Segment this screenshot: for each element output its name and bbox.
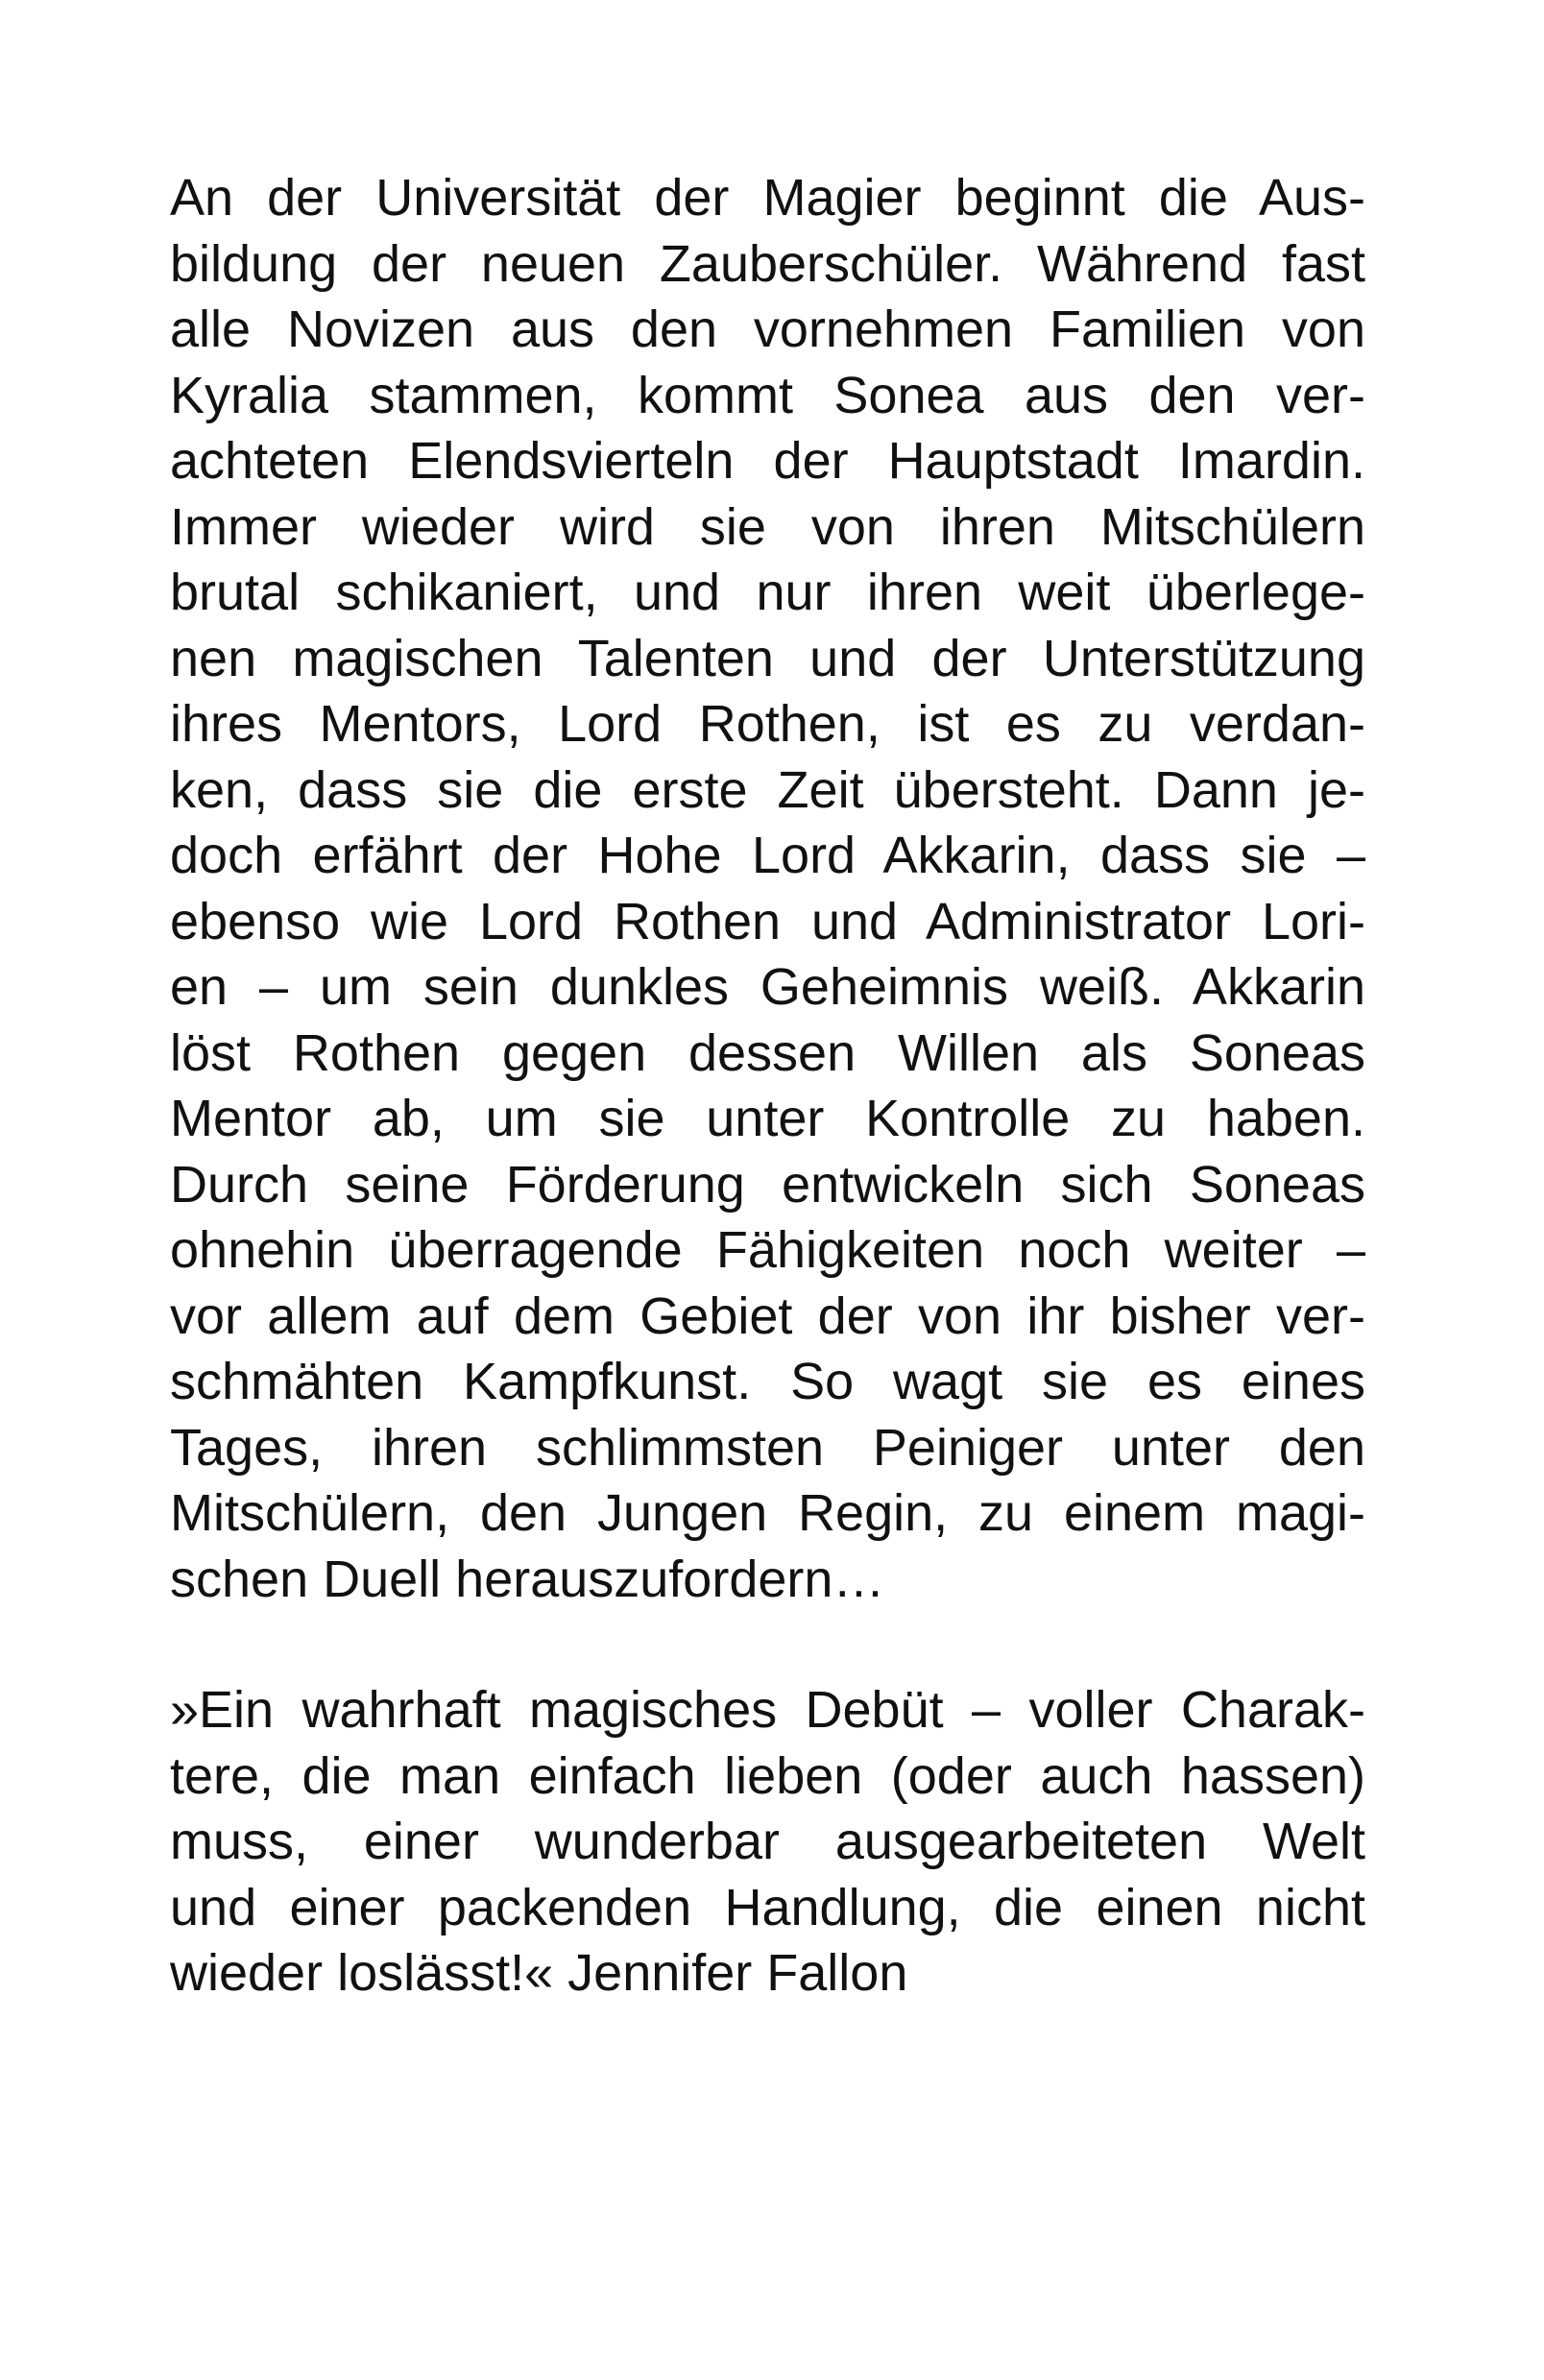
paragraph-spacer (170, 1612, 1365, 1677)
blurb-line: achteten Elendsvierteln der Hauptstadt Imardin. (170, 432, 1365, 490)
blurb-paragraph (170, 165, 1365, 1612)
blurb-line: schen Duell herauszufordern… (170, 1550, 885, 1608)
blurb-line: en – um sein dunkles Geheimnis weiß. Akkarin (170, 958, 1365, 1016)
quote-line: muss, einer wunderbar ausgearbeiteten Welt (170, 1813, 1365, 1870)
blurb-line: An der Universität der Magier beginnt die Aus- (170, 169, 1365, 227)
blurb-line: ohnehin überragende Fähigkeiten noch weiter – (170, 1221, 1365, 1279)
quote-line: wieder loslässt!« Jennifer Fallon (170, 1944, 908, 2002)
blurb-line: doch erfährt der Hohe Lord Akkarin, dass sie – (170, 827, 1365, 884)
blurb-line: löst Rothen gegen dessen Willen als Soneas (170, 1023, 1365, 1082)
blurb-line: bildung der neuen Zauberschüler. Während fast (170, 234, 1365, 293)
blurb-line: alle Novizen aus den vornehmen Familien von (170, 301, 1365, 358)
blurb-line: Mitschülern, den Jungen Regin, zu einem magi- (170, 1484, 1365, 1542)
quote-line: und einer packenden Handlung, die einen nicht (170, 1878, 1365, 1936)
blurb-line: Immer wieder wird sie von ihren Mitschülern (170, 497, 1365, 556)
blurb-line: Mentor ab, um sie unter Kontrolle zu haben. (170, 1090, 1365, 1147)
blurb-line: Kyralia stammen, kommt Sonea aus den ver- (170, 366, 1365, 424)
blurb-line: vor allem auf dem Gebiet der von ihr bisher ver- (170, 1286, 1365, 1345)
blurb-line: ken, dass sie die erste Zeit übersteht. Dann je- (170, 760, 1365, 819)
quote-paragraph (170, 1677, 1365, 2007)
blurb-line: ebenso wie Lord Rothen und Administrator Lori- (170, 892, 1365, 950)
back-cover-text (170, 165, 1365, 2007)
quote-line: tere, die man einfach lieben (oder auch hassen) (170, 1746, 1365, 1805)
blurb-line: schmähten Kampfkunst. So wagt sie es eines (170, 1353, 1365, 1410)
quote-line: »Ein wahrhaft magisches Debüt – voller Charak- (170, 1681, 1365, 1739)
blurb-line: nen magischen Talenten und der Unterstützung (170, 629, 1365, 687)
blurb-line: ihres Mentors, Lord Rothen, ist es zu verdan- (170, 695, 1365, 753)
blurb-line: brutal schikaniert, und nur ihren weit überlege- (170, 564, 1365, 621)
blurb-line: Tages, ihren schlimmsten Peiniger unter den (170, 1418, 1365, 1477)
blurb-line: Durch seine Förderung entwickeln sich Soneas (170, 1155, 1365, 1214)
